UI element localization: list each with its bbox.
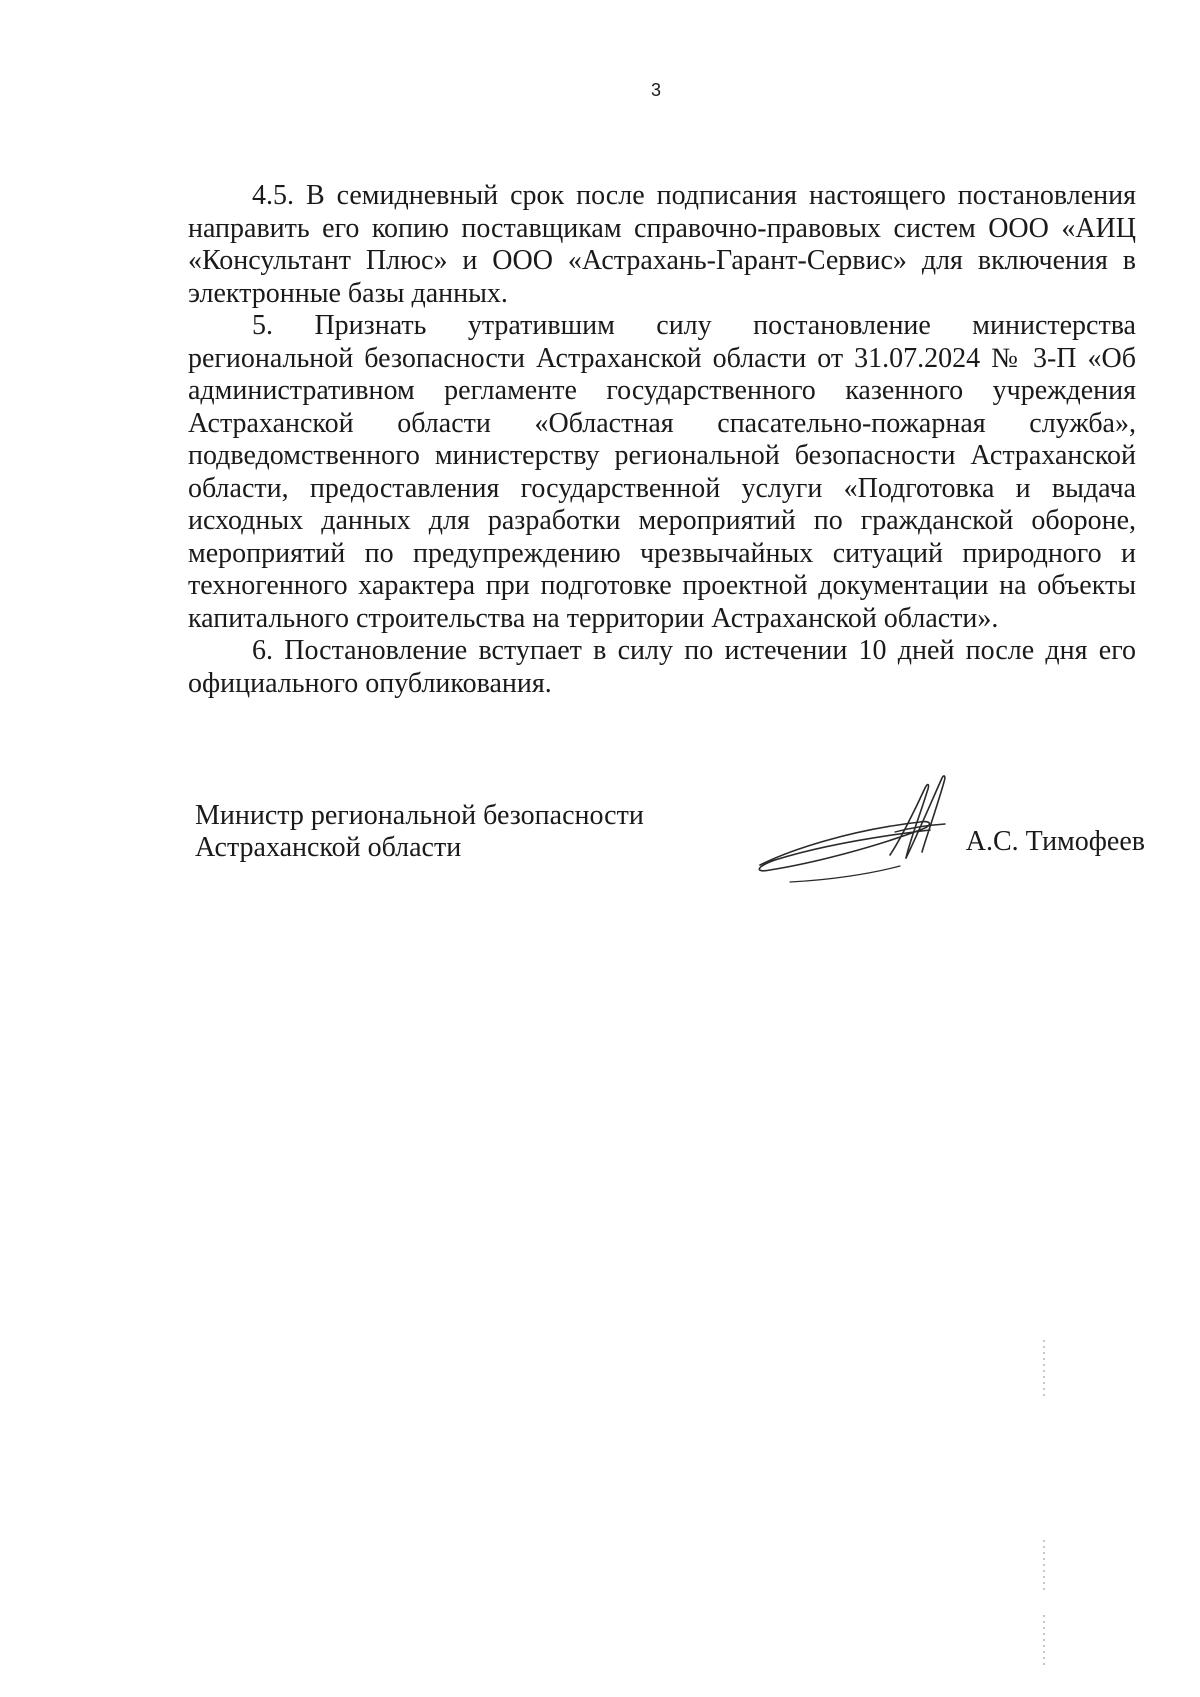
- signer-position-line-1: Министр региональной безопасности: [195, 800, 644, 831]
- signature-block: [195, 800, 1145, 910]
- handwritten-signature: [730, 770, 960, 890]
- paragraph-6: 6. Постановление вступает в силу по истечении 10 дней после дня его официального опубликования.: [188, 635, 1136, 699]
- page-number: 3: [650, 80, 661, 100]
- paragraph-5: 5. Признать утратившим силу постановление министерства региональной безопасности Астраханской области от 31.07.2024 № 3-П «Об административном регламенте государственного казенного учреждения Астраханской области «Областная спасательно-пожарная служба», подведомственного министерству региональной безопасности Астраханской области, предоставления государственной услуги «Подготовка и выдача исходных данных для разработки мероприятий по гражданской обороне, мероприятий по предупреждению чрезвычайных ситуаций природного и техногенного характера при подготовке проектной документации на объекты капитального строительства на территории Астраханской области».: [188, 310, 1136, 634]
- paragraph-4-5: 4.5. В семидневный срок после подписания настоящего постановления направить его копию поставщикам справочно-правовых систем ООО «АИЦ «Консультант Плюс» и ООО «Астрахань-Гарант-Сервис» для включения в электронные базы данных.: [188, 180, 1136, 309]
- signer-name: А.С. Тимофеев: [965, 826, 1145, 857]
- scan-artifact: [1043, 1540, 1045, 1590]
- scan-artifact: [1043, 1340, 1045, 1400]
- signer-position-line-2: Астраханской области: [195, 832, 462, 863]
- document-body: [188, 180, 1136, 700]
- scan-artifact: [1043, 1615, 1045, 1665]
- signer-position: [195, 800, 644, 864]
